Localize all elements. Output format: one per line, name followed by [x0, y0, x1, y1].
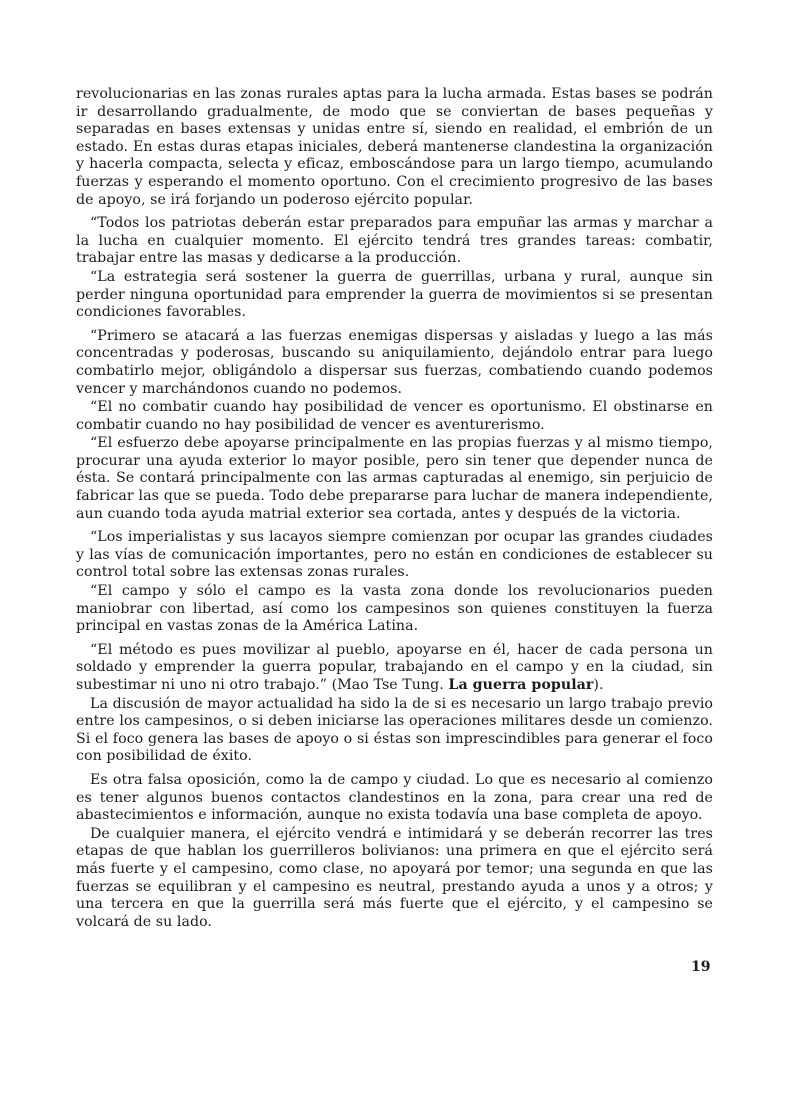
paragraph: “Los imperialistas y sus lacayos siempre comienzan por ocupar las grandes ciudades y las vías de comunicación importantes, pero no están en condiciones de establecer su control total sobre las extensas zonas rurales. — [76, 529, 713, 581]
citation-title: La guerra popular — [448, 677, 594, 693]
paragraph: “Todos los patriotas deberán estar preparados para empuñar las armas y marchar a la lucha en cualquier momento. El ejército tendrá tres grandes tareas: combatir, trabajar entre las masas y dedicarse a la producción. — [76, 215, 713, 267]
paragraph-with-citation — [76, 642, 713, 695]
citation-close: ). — [593, 677, 604, 693]
paragraph: “La estrategia será sostener la guerra de guerrillas, urbana y rural, aunque sin perder ninguna oportunidad para emprender la guerra de movimientos si se presentan condiciones favorables. — [76, 268, 713, 321]
paragraph: “El campo y sólo el campo es la vasta zona donde los revolucionarios pueden maniobrar con libertad, así como los campesinos son quienes constituyen la fuerza principal en vastas zonas de la América Latina. — [76, 583, 713, 635]
paragraph: De cualquier manera, el ejército vendrá e intimidará y se deberán recorrer las tres etapas de que hablan los guerrilleros bolivianos: una primera en que el ejército será más fuerte y el campesino, como clase, no apoyará por temor; una segunda en que las fuerzas se equilibran y el campesino es neutral, prestando ayuda a unos y a otros; y una tercera en que la guerrilla será más fuerte que el ejército, y el campesino se volcará de su lado. — [76, 825, 713, 930]
paragraph: revolucionarias en las zonas rurales aptas para la lucha armada. Estas bases se podrán ir desarrollando gradualmente, de modo que se conviertan de bases pequeñas y separadas en bases extensas y unidas entre sí, siendo en realidad, el embrión de un estado. En estas duras etapas iniciales, deberá mantenerse clandestina la organización y hacerla compacta, selecta y eficaz, emboscándose para un largo tiempo, acumulando fuerzas y esperando el momento oportuno. Con el crecimiento progresivo de las bases de apoyo, se irá forjando un poderoso ejército popular. — [76, 86, 713, 208]
paragraph: La discusión de mayor actualidad ha sido la de si es necesario un largo trabajo previo entre los campesinos, o si deben iniciarse las operaciones militares desde un comienzo. Si el foco genera las bases de apoyo o si éstas son imprescindibles para generar el foco con posibilidad de éxito. — [76, 695, 713, 765]
body-text — [76, 86, 713, 931]
paragraph: “El no combatir cuando hay posibilidad de vencer es oportunismo. El obstinarse en combatir cuando no hay posibilidad de vencer es aventurerismo. — [76, 399, 713, 433]
paragraph: Es otra falsa oposición, como la de campo y ciudad. Lo que es necesario al comienzo es tener algunos buenos contactos clandestinos en la zona, para crear una red de abastecimientos e información, aunque no exista todavía una base completa de apoyo. — [76, 771, 713, 824]
paragraph: “Primero se atacará a las fuerzas enemigas dispersas y aisladas y luego a las más concentradas y poderosas, buscando su aniquilamiento, dejándolo entrar para luego combatirlo mejor, obligándolo a dispersar sus fuerzas, combatiendo cuando podemos vencer y marchándonos cuando no podemos. — [76, 327, 713, 397]
paragraph: “El esfuerzo debe apoyarse principalmente en las propias fuerzas y al mismo tiempo, procurar una ayuda exterior lo mayor posible, pero sin tener que depender nunca de ésta. Se contará principalmente con las armas capturadas al enemigo, sin perjuicio de fabricar las que se pueda. Todo debe prepararse para luchar de manera independiente, aun cuando toda ayuda matrial exterior sea cortada, antes y después de la victoria. — [76, 435, 713, 522]
quote-text: “El método es pues movilizar al pueblo, apoyarse en él, hacer de cada persona un soldado y emprender la guerra popular, trabajando en el campo y en la ciudad, sin subestimar ni uno ni otro trabajo.” (Mao Tse Tung. — [76, 641, 713, 693]
page-number: 19 — [691, 959, 711, 975]
